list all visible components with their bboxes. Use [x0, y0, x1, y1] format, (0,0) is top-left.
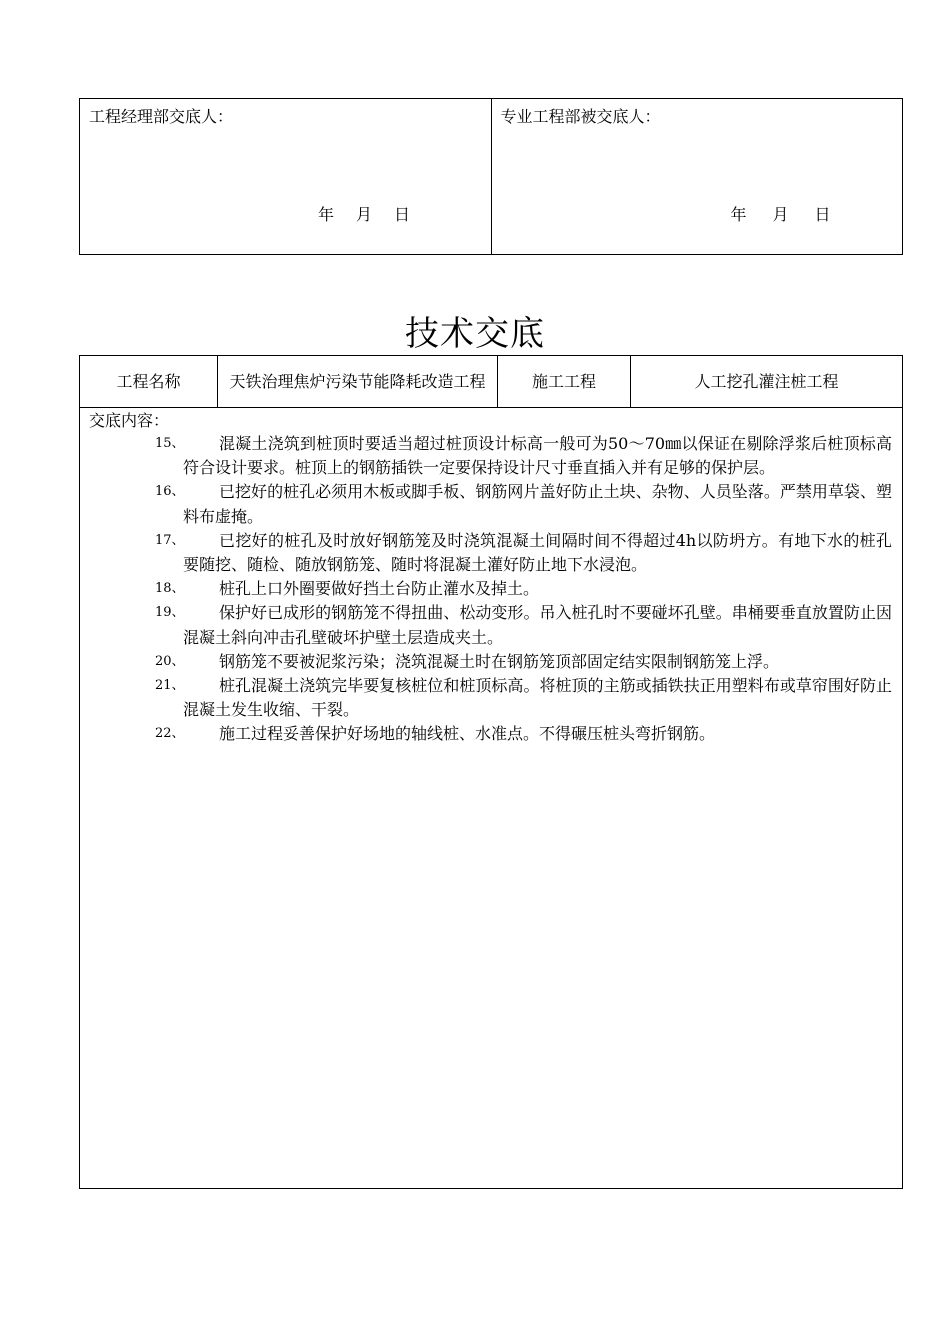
item-text: 施工过程妥善保护好场地的轴线桩、水准点。不得碾压桩头弯折钢筋。 [219, 724, 716, 744]
signature-table [79, 98, 903, 255]
item-text: 已挖好的桩孔必须用木板或脚手板、钢筋网片盖好防止土块、杂物、人员坠落。严禁用草袋、塑料布虚掩。 [183, 482, 892, 526]
item-text: 混凝土浇筑到桩顶时要适当超过桩顶设计标高一般可为50～70㎜以保证在剔除浮浆后桩顶标高符合设计要求。桩顶上的钢筋插铁一定要保持设计尺寸垂直插入并有足够的保护层。 [183, 434, 892, 478]
construction-label: 施工工程 [497, 356, 630, 407]
list-item [155, 674, 892, 722]
manager-sign-date [318, 202, 410, 225]
item-number: 22、 [155, 726, 185, 742]
date-day: 日 [814, 205, 831, 224]
project-info-row [80, 356, 902, 408]
item-text: 保护好已成形的钢筋笼不得扭曲、松动变形。吊入桩孔时不要碰坏孔壁。串桶要垂直放置防止因混凝土斜向冲击孔壁破坏护壁土层造成夹土。 [183, 603, 892, 647]
list-item [155, 432, 892, 480]
project-name-label: 工程名称 [116, 372, 181, 391]
date-month: 月 [772, 205, 789, 224]
disclosure-content [80, 408, 902, 747]
signature-cell-manager [80, 99, 491, 254]
item-number: 21、 [155, 678, 185, 694]
list-item [155, 480, 892, 528]
item-number: 17、 [155, 532, 185, 548]
receiver-sign-date [731, 202, 831, 225]
content-heading: 交底内容： [89, 411, 170, 430]
manager-signer-label: 工程经理部交底人： [89, 107, 234, 126]
item-text: 桩孔混凝土浇筑完毕要复核桩位和桩顶标高。将桩顶的主筋或插铁扶正用塑料布或草帘围好防止混凝土发生收缩、干裂。 [183, 676, 892, 720]
item-number: 18、 [155, 581, 185, 597]
disclosure-items [80, 432, 902, 747]
list-item [155, 577, 892, 601]
item-number: 20、 [155, 653, 185, 669]
date-year: 年 [318, 205, 335, 224]
item-text: 桩孔上口外圈要做好挡土台防止灌水及掉土。 [219, 579, 540, 599]
date-month: 月 [356, 205, 373, 224]
list-item [155, 529, 892, 577]
date-year: 年 [730, 205, 747, 224]
item-number: 19、 [155, 605, 185, 621]
item-text: 已挖好的桩孔及时放好钢筋笼及时浇筑混凝土间隔时间不得超过4h以防坍方。有地下水的桩孔要随挖、随检、随放钢筋笼、随时将混凝土灌好防止地下水浸泡。 [183, 530, 892, 575]
date-day: 日 [394, 205, 411, 224]
receiver-signer-label: 专业工程部被交底人： [500, 107, 661, 126]
disclosure-table [79, 355, 903, 1189]
list-item [155, 650, 892, 674]
list-item [155, 722, 892, 746]
project-name-value: 天铁治理焦炉污染节能降耗改造工程 [217, 356, 497, 407]
document-title: 技术交底 [405, 314, 545, 354]
construction-value: 人工挖孔灌注桩工程 [630, 356, 902, 407]
item-number: 16、 [155, 484, 185, 500]
item-number: 15、 [155, 436, 185, 451]
list-item [155, 601, 892, 649]
signature-cell-receiver [491, 99, 903, 254]
item-text: 钢筋笼不要被泥浆污染；浇筑混凝土时在钢筋笼顶部固定结实限制钢筋笼上浮。 [219, 651, 780, 671]
